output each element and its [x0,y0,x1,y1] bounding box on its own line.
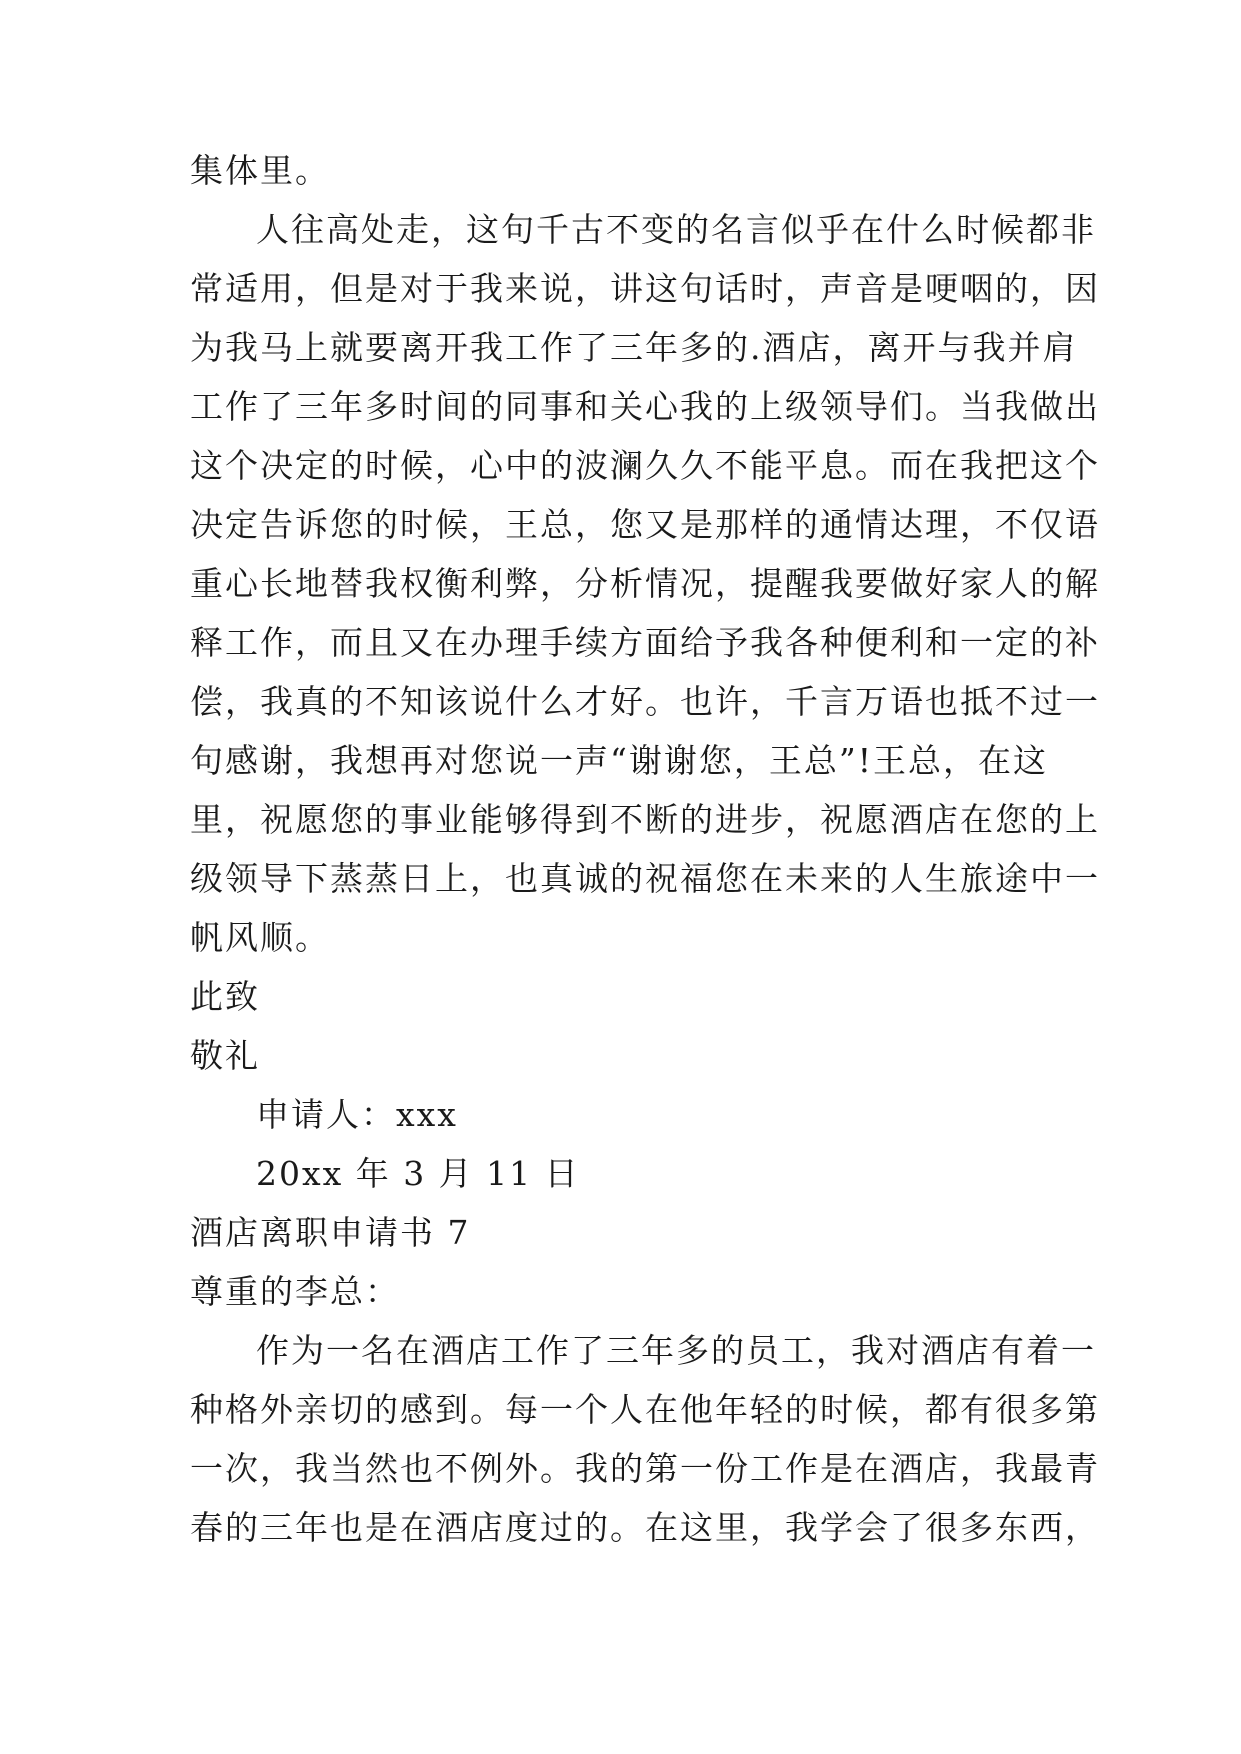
text-line: 决定告诉您的时候，王总，您又是那样的通情达理，不仅语 [190,505,1100,544]
text-line: 常适用，但是对于我来说，讲这句话时，声音是哽咽的，因 [190,269,1100,308]
date-line: 20xx 年 3 月 11 日 [256,1154,580,1193]
text-line: 这个决定的时候，心中的波澜久久不能平息。而在我把这个 [190,446,1100,485]
closing-line: 敬礼 [190,1036,260,1075]
signature-line: 申请人：xxx [256,1095,458,1134]
text-line: 种格外亲切的感到。每一个人在他年轻的时候，都有很多第 [190,1390,1100,1429]
text-line: 工作了三年多时间的同事和关心我的上级领导们。当我做出 [190,387,1100,426]
text-line: 一次，我当然也不例外。我的第一份工作是在酒店，我最青 [190,1449,1100,1488]
section-heading: 酒店离职申请书 7 [190,1213,471,1252]
paragraph-line: 作为一名在酒店工作了三年多的员工，我对酒店有着一 [256,1331,1096,1370]
text-line: 集体里。 [190,151,330,190]
text-line: 为我马上就要离开我工作了三年多的.酒店，离开与我并肩 [190,328,1078,367]
text-line: 帆风顺。 [190,918,330,957]
paragraph-line: 人往高处走，这句千古不变的名言似乎在什么时候都非 [256,210,1096,249]
text-line: 里，祝愿您的事业能够得到不断的进步，祝愿酒店在您的上 [190,800,1100,839]
text-line: 春的三年也是在酒店度过的。在这里，我学会了很多东西， [190,1508,1100,1547]
text-line: 重心长地替我权衡利弊，分析情况，提醒我要做好家人的解 [190,564,1100,603]
text-line: 释工作，而且又在办理手续方面给予我各种便利和一定的补 [190,623,1100,662]
text-line: 偿，我真的不知该说什么才好。也许，千言万语也抵不过一 [190,682,1100,721]
salutation-line: 尊重的李总： [190,1272,400,1311]
text-line: 级领导下蒸蒸日上，也真诚的祝福您在未来的人生旅途中一 [190,859,1100,898]
closing-line: 此致 [190,977,260,1016]
text-line: 句感谢，我想再对您说一声“谢谢您，王总”!王总，在这 [190,741,1049,780]
